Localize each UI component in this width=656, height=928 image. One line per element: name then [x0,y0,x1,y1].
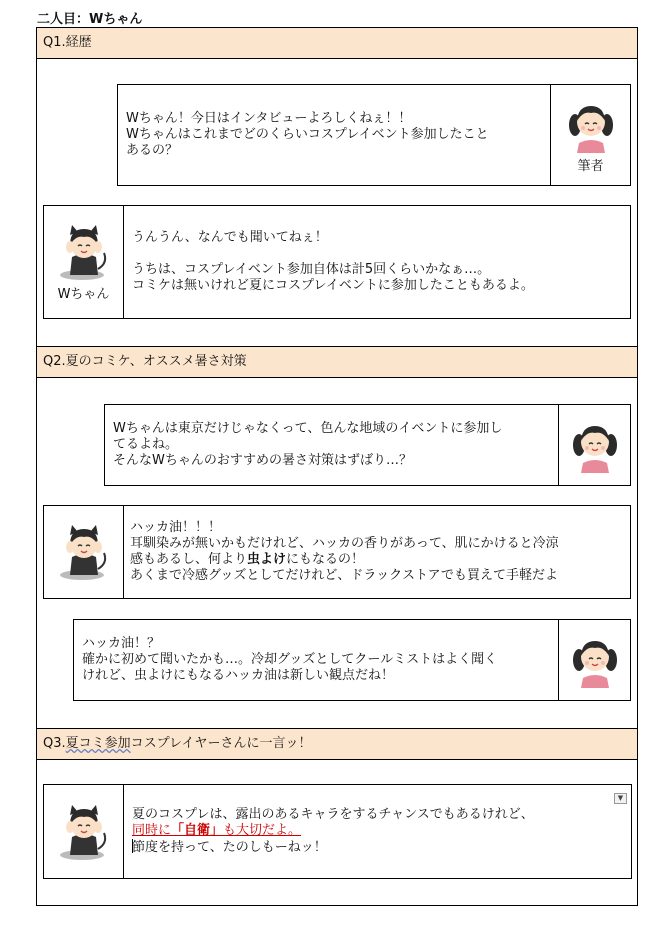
avatar-w [44,206,124,318]
chevron-down-icon[interactable]: ▼ [614,793,627,804]
message-line: Wちゃんはこれまでどのくらいコスプレイベント参加したこと [126,127,489,142]
message-blank-line [132,246,622,262]
bold-keyword: 「自衛」 [171,823,224,838]
heading-text: コスプレイヤーさんに一言ッ！ [130,736,312,751]
cosplayer-cat-icon [56,523,112,581]
heading-prefix: Q3. [43,736,66,751]
message-text [74,620,558,700]
girl-pigtails-icon [570,417,620,473]
avatar-w [44,785,124,878]
message-line: 確かに初めて聞いたかも…。冷却グッズとしてクールミストはよく聞く [82,652,498,667]
message-writer-q2b [73,619,631,701]
message-line: あくまで冷感グッズとしてだけれど、ドラックストアでも買えて手軽だよ [130,568,558,583]
message-line: Wちゃんは東京だけじゃなくって、色んな地域のイベントに参加し [113,421,503,436]
message-line: 夏のコスプレは、露出のあるキャラをするチャンスでもあるけれど、 [132,807,534,822]
message-line [132,839,623,856]
avatar-w [44,506,124,598]
speaker-name: 筆者 [577,158,604,174]
cosplayer-cat-icon [56,803,112,861]
message-text [124,506,630,598]
message-line: うんうん、なんでも聞いてねぇ！ [132,230,328,245]
message-line: てるよね。 [113,437,179,452]
message-text [124,206,630,318]
section-heading-q3 [36,728,638,760]
message-line: あるの？ [126,143,179,158]
speaker-name: Wちゃん [57,286,110,302]
text-run: 節度を持って、たのしもーねッ！ [132,840,327,855]
message-line: ハッカ油！？ [82,636,161,651]
spellcheck-word[interactable]: 夏コミ参加 [65,736,131,751]
message-line: けれど、虫よけにもなるハッカ油は新しい観点だね！ [82,668,395,683]
message-line: 耳馴染みが無いかもだけれど、ハッカの香りがあって、肌にかけると冷涼 [130,536,559,551]
bold-keyword: 虫よけ [247,552,287,567]
message-text [105,405,558,485]
text-run: にもなるの！ [286,552,365,567]
message-text [118,85,550,185]
avatar-writer [558,405,630,485]
avatar-writer [550,85,630,185]
section-heading-q2: Q2.夏のコミケ、オススメ暑さ対策 [36,346,638,378]
message-line: コミケは無いけれど夏にコスプレイベントに参加したこともあるよ。 [132,278,534,293]
cosplayer-cat-icon [56,223,112,281]
text-run: 同時に [132,823,172,838]
message-line: そんなWちゃんのおすすめの暑さ対策はずばり…？ [113,453,412,468]
avatar-writer [558,620,630,700]
girl-pigtails-icon [566,97,616,153]
message-line-highlight [132,823,623,839]
message-line: ハッカ油！！！ [130,520,222,535]
message-line: Wちゃん！今日はインタビューよろしくねぇ！！ [126,111,412,126]
message-line: うちは、コスプレイベント参加自体は計5回くらいかなぁ…。 [132,262,491,277]
message-w-q3 [43,784,632,879]
message-w-q2 [43,505,631,599]
section-heading-q1: Q1.経歴 [36,27,638,59]
girl-pigtails-icon [570,632,620,688]
message-text[interactable] [124,785,631,878]
document-title: 二人目：Wちゃん [37,12,143,27]
message-writer-q1 [117,84,631,186]
text-run: 感もあるし、何より [130,552,248,567]
message-line [130,552,628,568]
message-w-q1 [43,205,631,319]
text-run: も大切だよ。 [223,823,302,838]
message-writer-q2a [104,404,631,486]
